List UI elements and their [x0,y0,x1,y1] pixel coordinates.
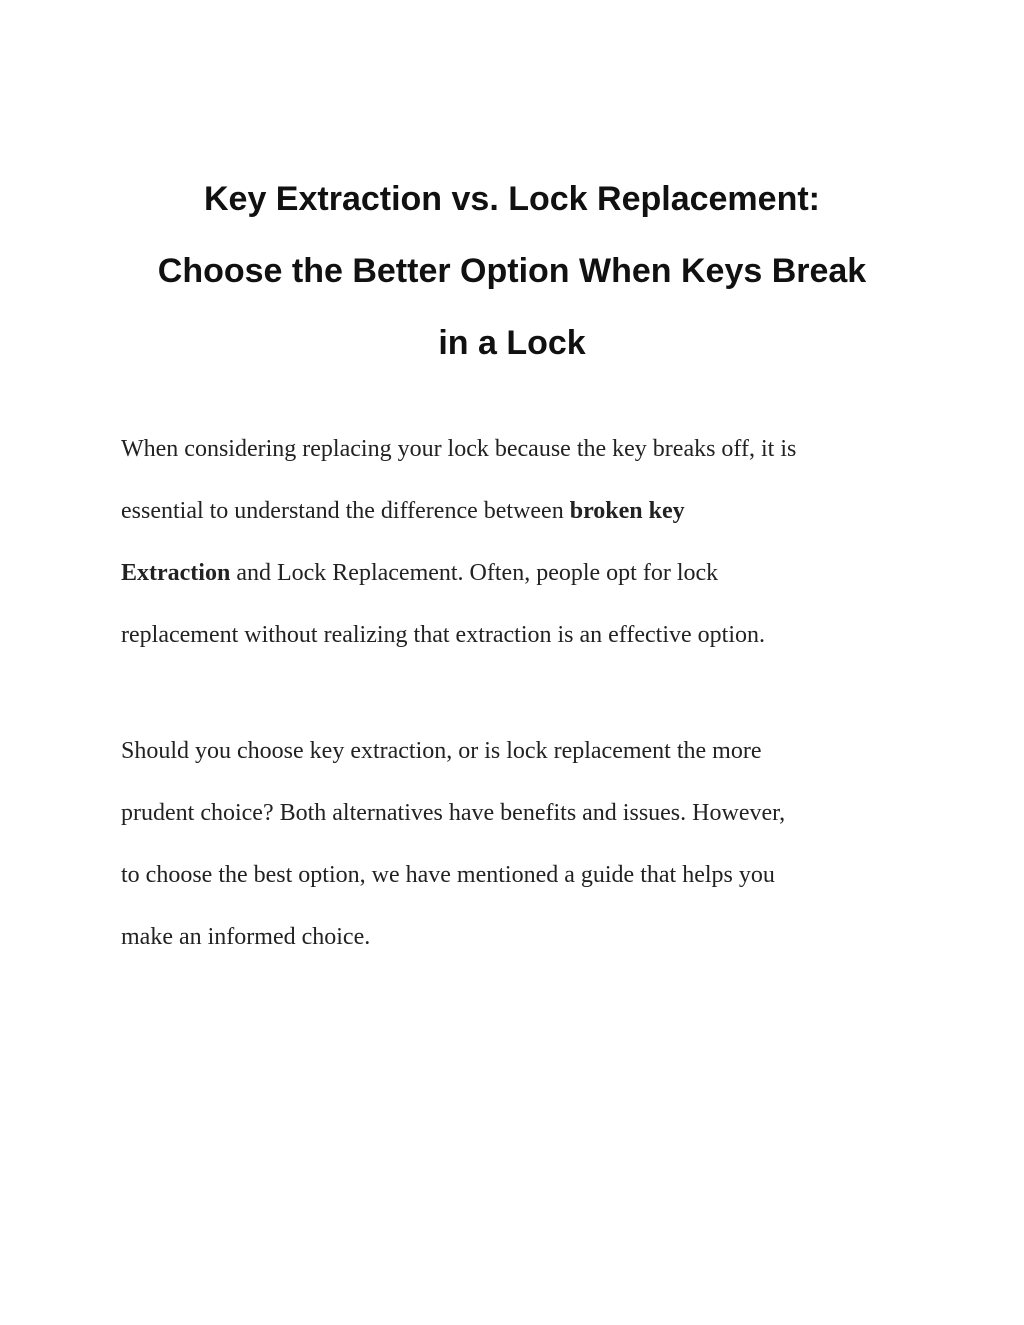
paragraph-text: and Lock Replacement. Often, people opt for lock [230,560,719,586]
paragraph-line: Should you choose key extraction, or is lock replacement the more [121,738,762,764]
guide-paragraph [121,720,911,968]
document-title [0,163,1024,379]
title-line: in a Lock [438,324,586,362]
title-line: Key Extraction vs. Lock Replacement: [203,180,820,218]
paragraph-line [121,542,911,604]
paragraph-line: make an informed choice. [121,924,371,950]
bold-keyword: broken key [569,498,685,524]
paragraph-line: When considering replacing your lock because the key breaks off, it is [121,436,797,462]
paragraph-line: to choose the best option, we have mentioned a guide that helps you [121,862,775,888]
title-line: Choose the Better Option When Keys Break [157,252,867,290]
paragraph-line: prudent choice? Both alternatives have benefits and issues. However, [121,800,786,826]
bold-keyword: Extraction [121,560,231,586]
paragraph-text: essential to understand the difference between [121,498,570,524]
paragraph-line [121,480,911,542]
intro-paragraph [121,418,911,666]
paragraph-line: replacement without realizing that extraction is an effective option. [121,622,765,648]
